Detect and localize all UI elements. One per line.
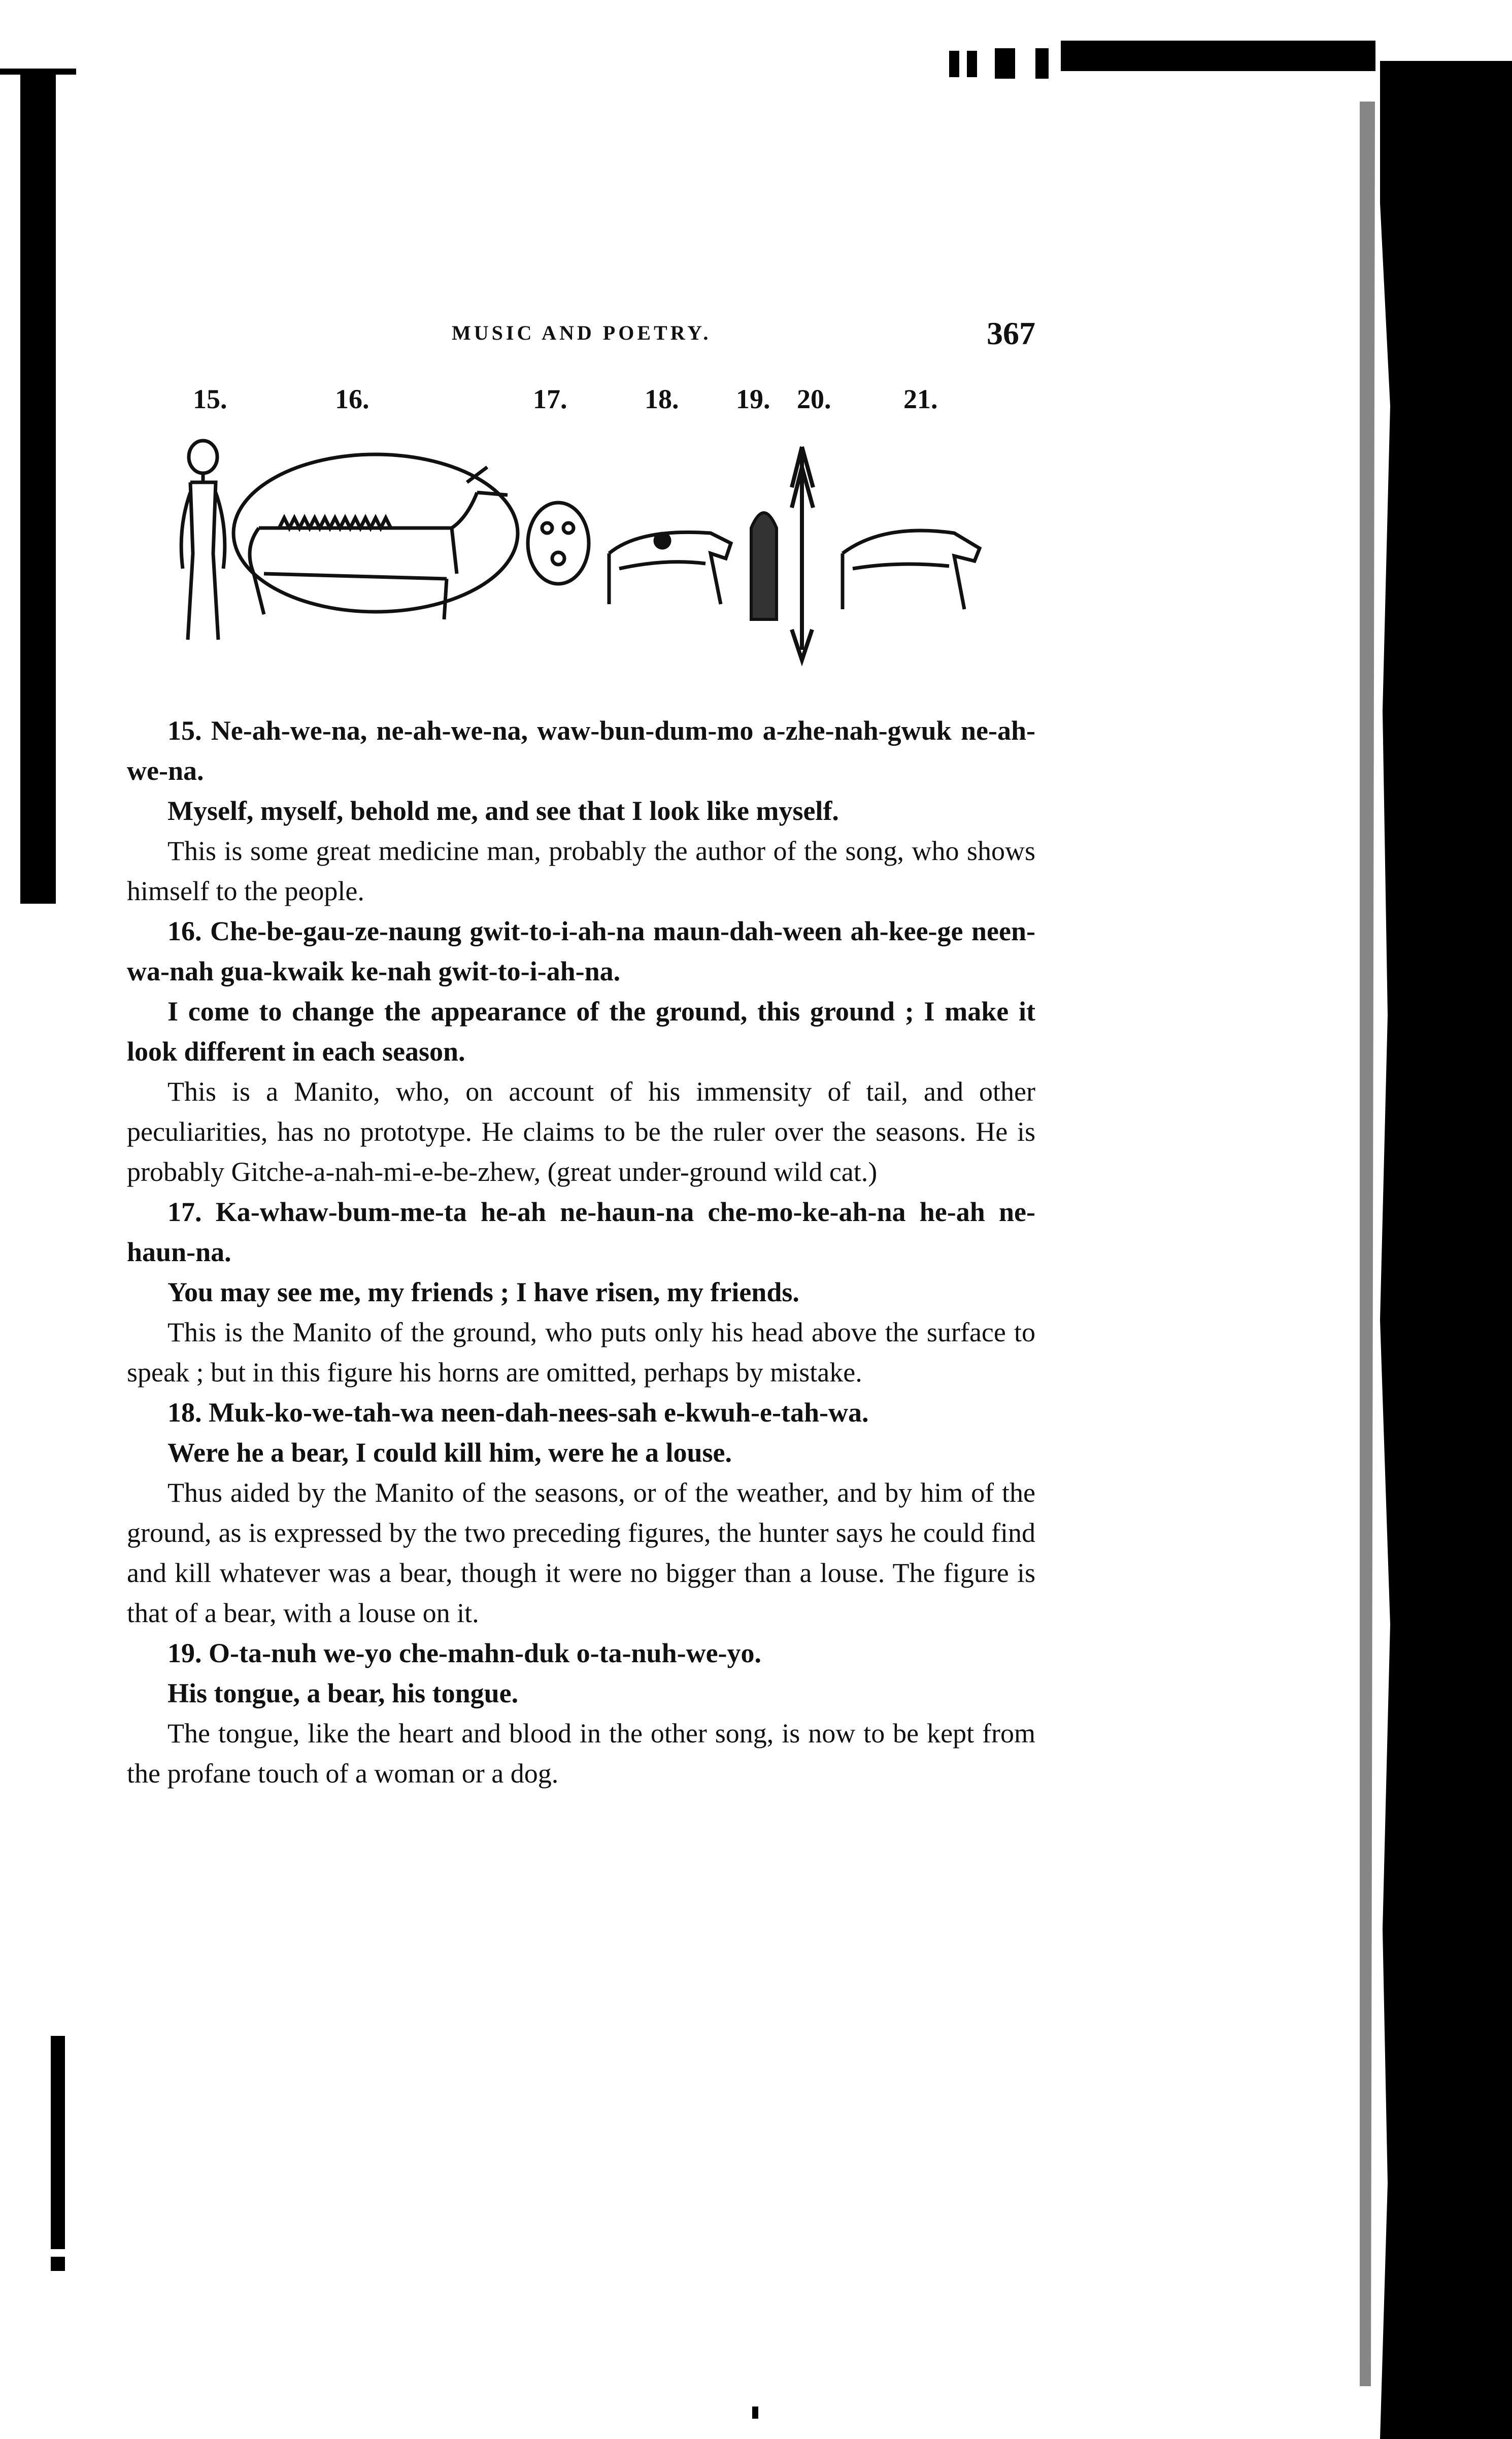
bear-icon: [843, 531, 980, 609]
body-text: [127, 711, 1035, 1794]
scan-bar-right-mid-2: [1462, 1229, 1473, 1320]
scan-bar-left-top: [20, 71, 56, 904]
page-number: 367: [987, 315, 1035, 351]
commentary-18: Thus aided by the Manito of the seasons, or of the weather, and by him of the ground, as is expressed by the two preceding figures, the hunter says he could find and kill whatever was a bear, though it were no bigger than a louse. The figure is that of a bear, with a louse on it.: [127, 1477, 1035, 1628]
scan-marks-top-4: [1035, 48, 1049, 79]
song-line-19: 19. O-ta-nuh we-yo che-mahn-duk o-ta-nuh-we-yo.: [167, 1638, 762, 1668]
scan-dot-bottom: [752, 2407, 758, 2419]
commentary-16: This is a Manito, who, on account of his immensity of tail, and other peculiarities, has no prototype. He claims to be the ruler over the seasons. He is probably Gitche-a-nah-mi-e-be-zhew, (great under-ground wild cat.): [127, 1076, 1035, 1187]
translation-18: Were he a bear, I could kill him, were he a louse.: [167, 1437, 732, 1468]
running-head: [127, 315, 1035, 355]
running-title: MUSIC AND POETRY.: [452, 321, 712, 344]
scan-dot-left-bottom: [51, 2257, 65, 2271]
translation-19: His tongue, a bear, his tongue.: [167, 1678, 519, 1708]
commentary-19: The tongue, like the heart and blood in the other song, is now to be kept from the profane touch of a woman or a dog.: [127, 1718, 1035, 1789]
tongue-icon: [751, 513, 777, 619]
commentary-15: This is some great medicine man, probably the author of the song, who shows himself to the people.: [127, 836, 1035, 906]
figure-number-18: 18.: [645, 384, 679, 414]
song-line-16: 16. Che-be-gau-ze-naung gwit-to-i-ah-na maun-dah-ween ah-kee-ge neen-wa-nah gua-kwaik ke-nah gwit-to-i-ah-na.: [127, 916, 1035, 986]
scan-marks-top-5: [1061, 41, 1375, 71]
translation-17: You may see me, my friends ; I have risen, my friends.: [167, 1277, 799, 1307]
figure-number-20: 20.: [797, 384, 831, 414]
scan-edge-right: [1360, 0, 1512, 2439]
song-line-15: 15. Ne-ah-we-na, ne-ah-we-na, waw-bun-dum-mo a-zhe-nah-gwuk ne-ah-we-na.: [127, 715, 1035, 786]
scan-marks-top-2: [967, 51, 977, 77]
figure-number-19: 19.: [736, 384, 770, 414]
face-icon: [528, 503, 589, 584]
song-line-18: 18. Muk-ko-we-tah-wa neen-dah-nees-sah e-kwuh-e-tah-wa.: [167, 1397, 869, 1428]
figure-number-21: 21.: [903, 384, 938, 414]
translation-15: Myself, myself, behold me, and see that I look like myself.: [167, 796, 839, 826]
arrow-icon: [792, 447, 813, 660]
bear-with-louse-icon: [609, 532, 731, 604]
figure-number-16: 16.: [335, 384, 369, 414]
scan-bar-left-cap: [0, 69, 76, 75]
commentary-17: This is the Manito of the ground, who puts only his head above the surface to speak ; but in this figure his horns are omitted, perhaps by mistake.: [127, 1317, 1035, 1388]
scan-marks-top: [949, 51, 959, 77]
song-line-17: 17. Ka-whaw-bum-me-ta he-ah ne-haun-na che-mo-ke-ah-na he-ah ne-haun-na.: [127, 1197, 1035, 1267]
figure-number-17: 17.: [533, 384, 567, 414]
figure-number-15: 15.: [193, 384, 227, 414]
translation-16: I come to change the appearance of the ground, this ground ; I make it look different in each season.: [127, 996, 1035, 1067]
scan-bar-right-mid: [1459, 934, 1469, 1218]
scan-bar-left-bottom: [51, 2036, 65, 2249]
standing-man-icon: [181, 441, 225, 640]
tailed-manito-in-circle-icon: [233, 454, 518, 619]
scan-marks-top-3: [995, 48, 1015, 79]
pictograph-row: [162, 426, 1025, 690]
